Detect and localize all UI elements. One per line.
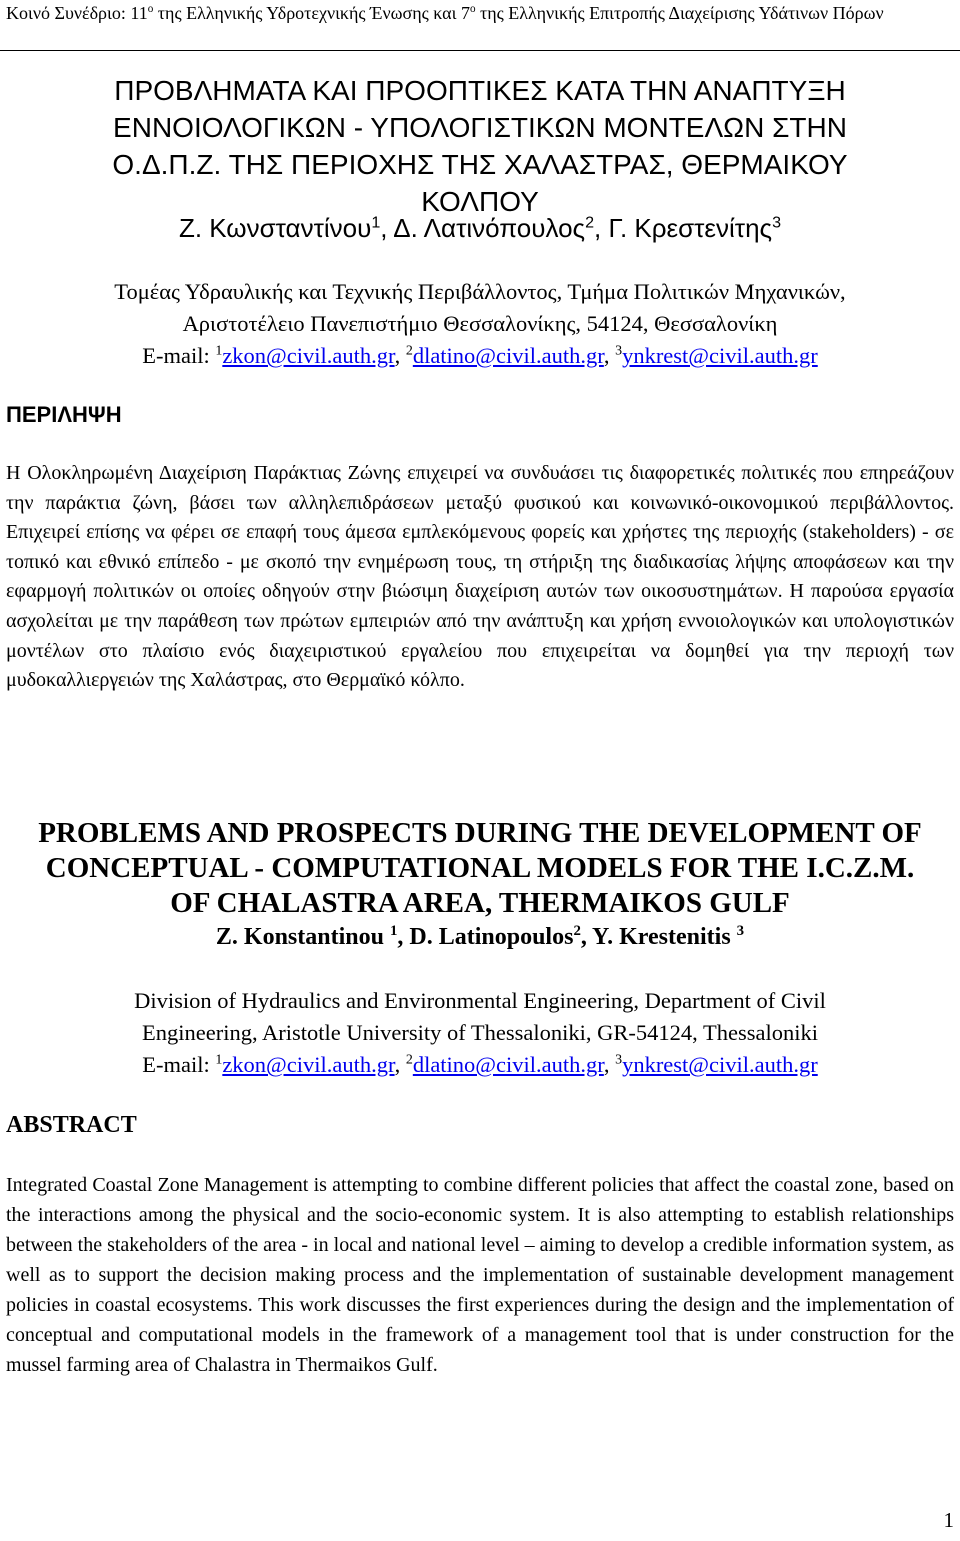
running-header: Κοινό Συνέδριο: $11^o$ της Ελληνικής Υδροτεχνικής Ένωσης και $7^o$ της Ελληνικής Επιτροπής Διαχείρισης Υδάτινων Πόρων — [6, 3, 884, 23]
email-link-ynkrest[interactable]: ynkrest@civil.auth.gr — [622, 343, 818, 368]
email-link-dlatino[interactable]: dlatino@civil.auth.gr — [412, 343, 604, 368]
english-abstract-text: Integrated Coastal Zone Management is attempting to combine different policies that affect the coastal zone, based on the interactions among the physical and the socio-economic system. It is also attempting to establish relationships between the stakeholders of the area - in local and national level – aiming to develop a credible information system, as well as to support the decision making process and the implementation of sustainable development management policies in coastal ecosystems. This work discusses the first experiences during the design and the implementation of conceptual and computational models in the framework of a management tool that is under construction for the mussel farming area of Chalastra in Thermaikos Gulf. — [6, 1174, 955, 1376]
greek-authors: Ζ. Κωνσταντίνου$^1$, Δ. Λατινόπουλος$^2$, Γ. Κρεστενίτης$^3$ — [178, 213, 782, 243]
greek-email-line: E-mail: $^1$zkon@civil.auth.gr, $^2$dlatino@civil.auth.gr, $^3$ynkrest@civil.auth.gr — [142, 343, 818, 368]
email-link-zkon[interactable]: zkon@civil.auth.gr — [222, 343, 395, 368]
greek-title: ΠΡΟΒΛΗΜΑΤΑ ΚΑΙ ΠΡΟΟΠΤΙΚΕΣ ΚΑΤΑ ΤΗΝ ΑΝΑΠΤΥΞΗ ΕΝΝΟΙΟΛΟΓΙΚΩΝ - ΥΠΟΛΟΓΙΣΤΙΚΩΝ ΜΟΝΤΕΛΩΝ ΣΤΗΝ Ο.Δ.Π.Ζ. ΤΗΣ ΠΕΡΙΟΧΗΣ ΤΗΣ ΧΑΛΑΣΤΡΑΣ, ΘΕΡΜΑΙΚΟΥ ΚΟΛΠΟΥ — [112, 75, 848, 217]
english-abstract-heading: ABSTRACT — [6, 1112, 137, 1138]
greek-abstract-text: Η Ολοκληρωμένη Διαχείριση Παράκτιας Ζώνης επιχειρεί να συνδυάσει τις διαφορετικές πολιτικές που επηρεάζουν την παράκτια ζώνη, βάσει των αλληλεπιδράσεων μεταξύ φυσικού και κοινωνικό-οικονομικού περιβάλλοντος. Επιχειρεί επίσης να φέρει σε επαφή τους άμεσα εμπλεκόμενους φορείς και χρήστες της περιοχής (stakeholders) - σε τοπικό και εθνικό επίπεδο - με σκοπό την ενημέρωση τους, τη στήριξη της διαδικασίας λήψης αποφάσεων και την εφαρμογή πολιτικών οι οποίες οδηγούν στην βιώσιμη διαχείριση αυτών των οικοσυστημάτων. Η παρούσα εργασία ασχολείται με την παράθεση των πρώτων εμπειριών από την ανάπτυξη και χρήση εννοιολογικών και υπολογιστικών μοντέλων στο πλαίσιο ενός διαχειριστικού εργαλείου που επιχειρείται να δομηθεί για την περιοχή των μυδοκαλλιεργειών της Χαλάστρας, στο Θερμαϊκό κόλπο. — [6, 462, 954, 692]
english-title: PROBLEMS AND PROSPECTS DURING THE DEVELOPMENT OF CONCEPTUAL - COMPUTATIONAL MODELS FOR THE I.C.Z.M. OF CHALASTRA AREA, THERMAIKOS GULF — [38, 817, 922, 919]
greek-affiliation: Τομέας Υδραυλικής και Τεχνικής Περιβάλλοντος, Τμήμα Πολιτικών Μηχανικών, Αριστοτέλειο Πανεπιστήμιο Θεσσαλονίκης, 54124, Θεσσαλονίκη E-mail: $^1$zkon@civil.auth.gr, $^2$dlatino@civil.auth.gr, $^3$ynkrest@civil.auth.gr — [0, 276, 960, 372]
english-authors: Z. Konstantinou $^1$, D. Latinopoulos$^2$, Y. Krestenitis $^3$ — [215, 923, 745, 950]
email-link-dlatino-en[interactable]: dlatino@civil.auth.gr — [412, 1052, 604, 1077]
english-affiliation: Division of Hydraulics and Environmental Engineering, Department of Civil Engineering, Aristotle University of Thessaloniki, GR-54124, Thessaloniki E-mail: $^1$zkon@civil.auth.gr, $^2$dlatino@civil.auth.gr, $^3$ynkrest@civil.auth.gr — [0, 985, 960, 1081]
page-number: 1 — [943, 1508, 954, 1532]
english-email-line: E-mail: $^1$zkon@civil.auth.gr, $^2$dlatino@civil.auth.gr, $^3$ynkrest@civil.auth.gr — [142, 1052, 818, 1077]
header-divider — [0, 50, 960, 51]
email-link-zkon-en[interactable]: zkon@civil.auth.gr — [222, 1052, 395, 1077]
email-link-ynkrest-en[interactable]: ynkrest@civil.auth.gr — [622, 1052, 818, 1077]
greek-abstract-heading: ΠΕΡΙΛΗΨΗ — [6, 402, 122, 427]
